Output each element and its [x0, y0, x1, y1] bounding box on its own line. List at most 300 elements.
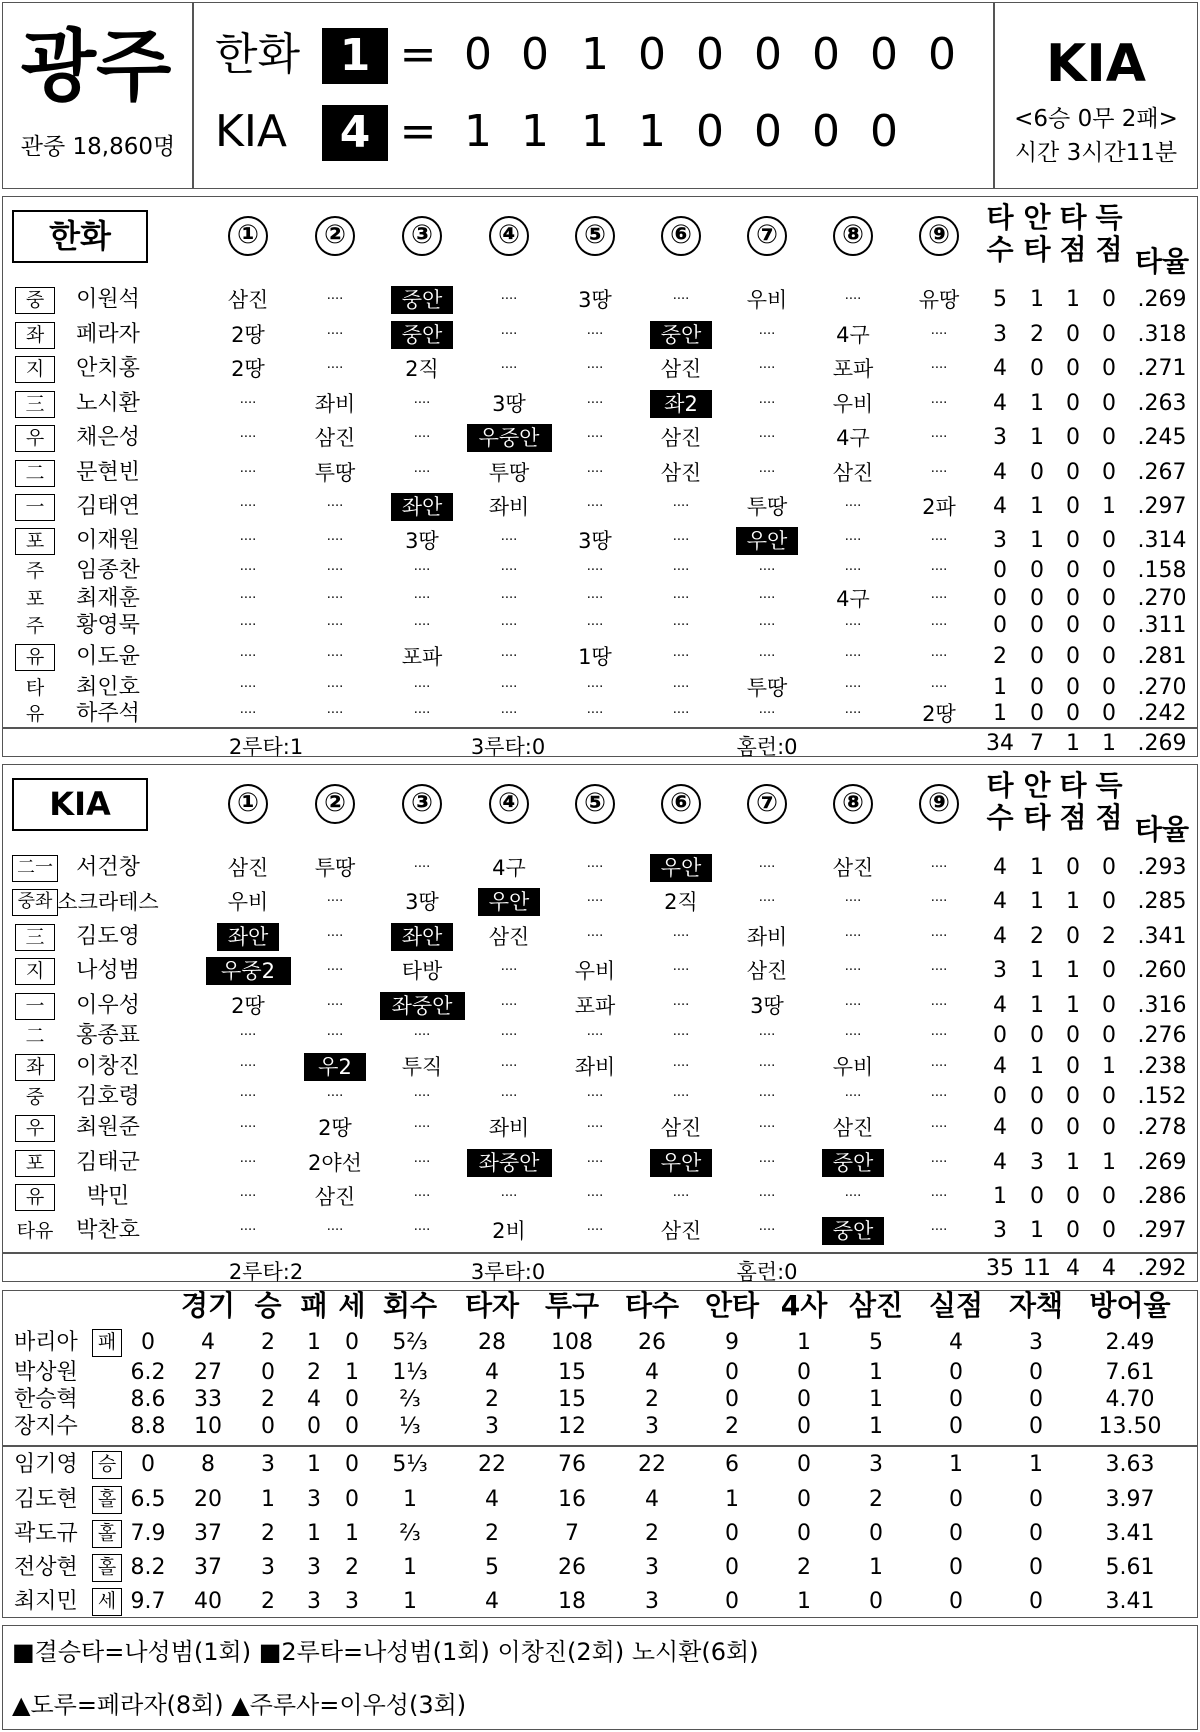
stat-header: 점 — [1095, 233, 1123, 266]
pitching-stat: 9 — [725, 1330, 739, 1355]
at-bat-result: ···· — [672, 1028, 690, 1043]
player-stat: 0 — [1066, 356, 1080, 381]
pitching-stat: 4.70 — [1105, 1387, 1155, 1412]
pitching-stat: 1 — [307, 1452, 321, 1477]
player-stat: 1 — [1066, 1150, 1080, 1175]
pitching-stat: 6 — [725, 1452, 739, 1477]
pitching-stat: 3 — [345, 1589, 359, 1614]
pitching-stat: 3 — [1029, 1330, 1043, 1355]
at-bat-result: ···· — [844, 680, 862, 695]
pitching-header: 실점 — [928, 1289, 984, 1322]
pitching-stat: 0 — [949, 1589, 963, 1614]
at-bat-result: ···· — [586, 706, 604, 721]
player-stat: 0 — [1066, 1184, 1080, 1209]
pitching-stat: 2 — [307, 1360, 321, 1385]
pitching-stat: 2 — [485, 1387, 499, 1412]
at-bat-result: ···· — [844, 929, 862, 944]
player-stat: 1 — [1030, 287, 1044, 312]
note-line: ■결승타=나성범(1회) ■2루타=나성범(1회) 이창진(2회) 노시환(6회) — [12, 1638, 759, 1666]
decision-badge: 홀 — [92, 1554, 122, 1582]
pitching-stat: 1 — [307, 1330, 321, 1355]
record: <6승 0무 2패> — [1014, 106, 1178, 132]
player-stat: 5 — [993, 287, 1007, 312]
footer-divider — [2, 727, 1198, 729]
at-bat-result: ···· — [844, 533, 862, 548]
at-bat-result: ···· — [326, 706, 344, 721]
pitching-stat: 1 — [797, 1330, 811, 1355]
inning-header: ⑤ — [575, 784, 615, 824]
at-bat-result: 2파 — [922, 495, 956, 519]
total-stat: 4 — [1066, 1256, 1080, 1281]
at-bat-result: ···· — [239, 1189, 257, 1204]
at-bat-result: ···· — [930, 1028, 948, 1043]
pitching-stat: 0 — [797, 1452, 811, 1477]
at-bat-result: ···· — [586, 465, 604, 480]
hit-result: 좌중안 — [467, 1149, 552, 1177]
entry-inning: 0 — [141, 1452, 155, 1477]
player-stat: 0 — [1066, 924, 1080, 949]
pitching-header: 패 — [300, 1289, 328, 1322]
at-bat-result: ···· — [413, 563, 431, 578]
pitching-stat: 4 — [485, 1487, 499, 1512]
position-badge: 좌 — [15, 1054, 55, 1081]
at-bat-result: 2땅 — [231, 323, 265, 347]
pitching-stat: 1 — [345, 1360, 359, 1385]
player-stat: 3 — [993, 322, 1007, 347]
at-bat-result: ···· — [239, 1155, 257, 1170]
at-bat-result: ···· — [672, 963, 690, 978]
player-stat: 0 — [1066, 391, 1080, 416]
at-bat-result: ···· — [326, 929, 344, 944]
at-bat-result: ···· — [239, 465, 257, 480]
at-bat-result: ···· — [413, 618, 431, 633]
pitching-stat: 0 — [345, 1452, 359, 1477]
stat-header: 점 — [1059, 801, 1087, 834]
position-badge: 포 — [15, 528, 55, 555]
pitching-divider — [2, 1445, 1198, 1447]
pitching-stat: 0 — [949, 1521, 963, 1546]
player-name: 김도영 — [76, 924, 140, 949]
pitching-stat: 0 — [725, 1555, 739, 1580]
pitching-stat: 4 — [485, 1360, 499, 1385]
winner: KIA — [1046, 34, 1146, 94]
player-stat: 1 — [1102, 1054, 1116, 1079]
at-bat-result: ···· — [844, 292, 862, 307]
player-stat: .293 — [1137, 855, 1187, 880]
at-bat-result: ···· — [930, 963, 948, 978]
at-bat-result: ···· — [586, 860, 604, 875]
inning-score: 1 — [581, 29, 609, 80]
at-bat-result: ···· — [500, 533, 518, 548]
player-stat: 0 — [1066, 613, 1080, 638]
pitching-stat: 22 — [478, 1452, 506, 1477]
total-stat: 11 — [1023, 1256, 1051, 1281]
at-bat-result: ···· — [844, 706, 862, 721]
player-name: 나성범 — [76, 958, 140, 983]
player-name: 하주석 — [76, 701, 140, 726]
inning-header: ④ — [489, 784, 529, 824]
at-bat-result: ···· — [930, 1059, 948, 1074]
at-bat-result: ···· — [844, 1189, 862, 1204]
at-bat-result: ···· — [672, 591, 690, 606]
player-stat: 0 — [1066, 558, 1080, 583]
at-bat-result: ···· — [586, 1120, 604, 1135]
entry-inning: 8.8 — [130, 1414, 166, 1439]
home-runs: 홈런:0 — [736, 735, 798, 759]
pitching-stat: 15 — [558, 1360, 586, 1385]
total-stat: .269 — [1137, 731, 1187, 756]
at-bat-result: ···· — [500, 563, 518, 578]
player-stat: 0 — [1066, 855, 1080, 880]
player-stat: 1 — [1030, 391, 1044, 416]
position-badge: 三 — [15, 391, 55, 418]
pitching-stat: 0 — [949, 1555, 963, 1580]
player-stat: 0 — [1102, 356, 1116, 381]
player-stat: 0 — [993, 1023, 1007, 1048]
at-bat-result: ···· — [239, 706, 257, 721]
pitching-stat: 33 — [194, 1387, 222, 1412]
avg-header: 타율 — [1134, 813, 1190, 846]
at-bat-result: 삼진 — [832, 461, 874, 485]
pitching-stat: 0 — [949, 1360, 963, 1385]
inning-header: ⑦ — [747, 784, 787, 824]
pitching-stat: 76 — [558, 1452, 586, 1477]
pitching-stat: 5⅓ — [392, 1452, 428, 1477]
player-stat: 0 — [1066, 322, 1080, 347]
pitching-stat: 1 — [403, 1589, 417, 1614]
pitching-stat: 3 — [261, 1452, 275, 1477]
at-bat-result: ···· — [672, 618, 690, 633]
stat-header: 타 — [986, 201, 1014, 234]
at-bat-result: 우비 — [832, 392, 874, 416]
pitching-stat: 37 — [194, 1555, 222, 1580]
pitching-stat: ⅓ — [399, 1414, 421, 1439]
at-bat-result: ···· — [930, 929, 948, 944]
at-bat-result: 3땅 — [405, 529, 439, 553]
at-bat-result: ···· — [326, 1223, 344, 1238]
pitching-stat: 0 — [261, 1360, 275, 1385]
pitching-stat: 40 — [194, 1589, 222, 1614]
at-bat-result: ···· — [586, 591, 604, 606]
player-stat: .271 — [1137, 356, 1187, 381]
stat-header: 안 — [1023, 201, 1051, 234]
inning-header: ⑨ — [919, 216, 959, 256]
position: 二 — [25, 1025, 45, 1047]
pitching-stat: 1 — [869, 1387, 883, 1412]
at-bat-result: 4구 — [492, 856, 526, 880]
player-stat: 0 — [1030, 1084, 1044, 1109]
pitching-stat: 16 — [558, 1487, 586, 1512]
pitcher-name: 임기영 — [14, 1452, 78, 1477]
at-bat-result: ···· — [930, 1120, 948, 1135]
at-bat-result: 삼진 — [660, 426, 702, 450]
pitching-stat: 28 — [478, 1330, 506, 1355]
pitching-stat: 1 — [403, 1487, 417, 1512]
player-stat: 3 — [993, 528, 1007, 553]
player-stat: 0 — [1066, 1054, 1080, 1079]
position: 중 — [25, 1086, 45, 1108]
pitching-stat: 108 — [551, 1330, 593, 1355]
at-bat-result: ···· — [930, 533, 948, 548]
player-stat: 4 — [993, 1115, 1007, 1140]
pitching-stat: 0 — [1029, 1487, 1043, 1512]
stat-header: 타 — [1023, 801, 1051, 834]
at-bat-result: ···· — [586, 361, 604, 376]
pitching-stat: 0 — [345, 1330, 359, 1355]
player-stat: .152 — [1137, 1084, 1187, 1109]
at-bat-result: ···· — [844, 618, 862, 633]
pitching-stat: 3 — [307, 1555, 321, 1580]
venue: 광주 — [20, 22, 172, 112]
player-stat: 3 — [1030, 1150, 1044, 1175]
pitching-stat: 12 — [558, 1414, 586, 1439]
at-bat-result: 삼진 — [314, 1185, 356, 1209]
pitching-stat: 1 — [949, 1452, 963, 1477]
player-stat: 0 — [1030, 675, 1044, 700]
hit-result: 중안 — [391, 321, 453, 349]
at-bat-result: ···· — [758, 1189, 776, 1204]
player-stat: 0 — [1066, 1218, 1080, 1243]
pitching-stat: 3 — [485, 1414, 499, 1439]
player-stat: 2 — [993, 644, 1007, 669]
position-badge: 유 — [15, 644, 55, 671]
inning-header: ② — [315, 216, 355, 256]
pitching-stat: 3 — [261, 1555, 275, 1580]
pitching-stat: 0 — [307, 1414, 321, 1439]
at-bat-result: ···· — [930, 563, 948, 578]
player-stat: 0 — [1102, 613, 1116, 638]
pitching-stat: ⅔ — [399, 1387, 421, 1412]
stat-header: 타 — [1059, 769, 1087, 802]
inning-score: 0 — [928, 29, 956, 80]
at-bat-result: ···· — [758, 1089, 776, 1104]
player-name: 박민 — [86, 1184, 130, 1209]
pitching-stat: 4 — [645, 1487, 659, 1512]
pitching-stat: 4 — [307, 1387, 321, 1412]
at-bat-result: ···· — [500, 649, 518, 664]
player-stat: .285 — [1137, 889, 1187, 914]
player-stat: 0 — [1030, 356, 1044, 381]
triples: 3루타:0 — [470, 1260, 546, 1284]
at-bat-result: ···· — [758, 327, 776, 342]
footer-divider — [2, 1252, 1198, 1254]
player-stat: .267 — [1137, 460, 1187, 485]
inning-score: 0 — [870, 106, 898, 157]
at-bat-result: ···· — [586, 1028, 604, 1043]
player-stat: .278 — [1137, 1115, 1187, 1140]
at-bat-result: ···· — [758, 1120, 776, 1135]
player-stat: 1 — [1066, 287, 1080, 312]
pitching-header: 투구 — [544, 1289, 600, 1322]
inning-header: ⑤ — [575, 216, 615, 256]
pitcher-name: 장지수 — [14, 1414, 78, 1439]
player-stat: 0 — [1066, 1084, 1080, 1109]
player-stat: 4 — [993, 1150, 1007, 1175]
player-stat: .318 — [1137, 322, 1187, 347]
at-bat-result: ···· — [239, 1120, 257, 1135]
inning-score: 1 — [521, 106, 549, 157]
inning-score: 0 — [812, 29, 840, 80]
player-stat: 1 — [993, 675, 1007, 700]
position-badge: 중 — [15, 287, 55, 314]
player-name: 서건창 — [76, 855, 140, 880]
inning-score: 1 — [638, 106, 666, 157]
position-badge: 一 — [15, 993, 55, 1020]
pitching-stat: 1 — [869, 1414, 883, 1439]
player-stat: 1 — [1066, 958, 1080, 983]
pitching-stat: 0 — [1029, 1589, 1043, 1614]
at-bat-result: 삼진 — [832, 1116, 874, 1140]
player-stat: 0 — [1102, 425, 1116, 450]
doubles: 2루타:1 — [228, 735, 304, 759]
pitching-stat: 0 — [1029, 1555, 1043, 1580]
pitching-stat: 0 — [869, 1521, 883, 1546]
at-bat-result: 삼진 — [227, 856, 269, 880]
player-stat: 0 — [1030, 1184, 1044, 1209]
at-bat-result: ···· — [239, 1059, 257, 1074]
position-badge: 지 — [15, 356, 55, 383]
position-badge: 一 — [15, 494, 55, 521]
hit-result: 중안 — [391, 286, 453, 314]
player-name: 최인호 — [76, 675, 140, 700]
at-bat-result: ···· — [930, 1155, 948, 1170]
at-bat-result: ···· — [930, 465, 948, 480]
hit-result: 우2 — [304, 1053, 366, 1081]
position-badge: 우 — [15, 425, 55, 452]
inning-header: ⑦ — [747, 216, 787, 256]
pitching-frame — [2, 1290, 1198, 1618]
total-stat: 7 — [1030, 731, 1044, 756]
hit-result: 우안 — [736, 527, 798, 555]
player-stat: .281 — [1137, 644, 1187, 669]
game-time: 시간 3시간11분 — [1014, 140, 1178, 166]
at-bat-result: 좌비 — [488, 1116, 530, 1140]
at-bat-result: ···· — [930, 680, 948, 695]
at-bat-result: ···· — [672, 533, 690, 548]
at-bat-result: 좌비 — [314, 392, 356, 416]
player-stat: 1 — [1030, 494, 1044, 519]
position-badge: 좌 — [15, 322, 55, 349]
pitching-stat: 0 — [797, 1387, 811, 1412]
hit-result: 우중안 — [467, 424, 552, 452]
player-stat: 2 — [1102, 924, 1116, 949]
player-stat: 0 — [1102, 958, 1116, 983]
at-bat-result: ···· — [500, 1089, 518, 1104]
at-bat-result: ···· — [239, 1028, 257, 1043]
inning-score: 0 — [464, 29, 492, 80]
position: 유 — [25, 703, 45, 725]
at-bat-result: 우비 — [574, 959, 616, 983]
player-stat: 0 — [1030, 613, 1044, 638]
at-bat-result: ···· — [239, 1089, 257, 1104]
inning-score: 0 — [696, 29, 724, 80]
at-bat-result: ···· — [239, 430, 257, 445]
at-bat-result: ···· — [239, 618, 257, 633]
inning-score: 0 — [754, 29, 782, 80]
at-bat-result: ···· — [844, 1028, 862, 1043]
hit-result: 우중2 — [206, 957, 291, 985]
at-bat-result: ···· — [586, 680, 604, 695]
at-bat-result: ···· — [413, 1089, 431, 1104]
at-bat-result: 삼진 — [314, 426, 356, 450]
at-bat-result: ···· — [326, 563, 344, 578]
pitching-header: 4사 — [780, 1289, 828, 1322]
at-bat-result: ···· — [326, 1028, 344, 1043]
at-bat-result: 2직 — [405, 357, 439, 381]
player-name: 최원준 — [76, 1115, 140, 1140]
player-stat: 1 — [1066, 993, 1080, 1018]
at-bat-result: 삼진 — [660, 357, 702, 381]
at-bat-result: ···· — [672, 1059, 690, 1074]
player-name: 홍종표 — [76, 1023, 140, 1048]
at-bat-result: ···· — [758, 894, 776, 909]
at-bat-result: ···· — [500, 998, 518, 1013]
entry-inning: 6.2 — [130, 1360, 166, 1385]
hit-result: 좌안 — [391, 923, 453, 951]
player-stat: 1 — [1030, 889, 1044, 914]
pitching-stat: 0 — [725, 1521, 739, 1546]
pitcher-name: 바리아 — [14, 1330, 78, 1355]
pitching-stat: 26 — [558, 1555, 586, 1580]
at-bat-result: ···· — [844, 649, 862, 664]
pitching-stat: 0 — [725, 1360, 739, 1385]
at-bat-result: ···· — [758, 1028, 776, 1043]
player-name: 최재훈 — [76, 586, 140, 611]
at-bat-result: ···· — [930, 1089, 948, 1104]
player-stat: 4 — [993, 494, 1007, 519]
at-bat-result: 2직 — [664, 890, 698, 914]
at-bat-result: 2비 — [492, 1219, 526, 1243]
inning-header: ⑨ — [919, 784, 959, 824]
at-bat-result: ···· — [930, 998, 948, 1013]
at-bat-result: ···· — [586, 894, 604, 909]
at-bat-result: ···· — [758, 591, 776, 606]
at-bat-result: 투직 — [401, 1055, 443, 1079]
player-stat: 0 — [993, 613, 1007, 638]
pitching-header: 타자 — [464, 1289, 520, 1322]
pitching-stat: 7 — [565, 1521, 579, 1546]
team-label: 한화 — [12, 210, 148, 263]
at-bat-result: ···· — [758, 396, 776, 411]
player-stat: 0 — [1102, 391, 1116, 416]
at-bat-result: ···· — [930, 430, 948, 445]
at-bat-result: ···· — [672, 1189, 690, 1204]
inning-score: 0 — [754, 106, 782, 157]
at-bat-result: 투땅 — [746, 676, 788, 700]
at-bat-result: ···· — [326, 649, 344, 664]
player-stat: 0 — [1102, 460, 1116, 485]
player-name: 이도윤 — [76, 644, 140, 669]
position-badge: 중좌 — [12, 889, 58, 916]
position: 주 — [25, 560, 45, 582]
pitching-header: 안타 — [704, 1289, 760, 1322]
at-bat-result: 삼진 — [488, 925, 530, 949]
hit-result: 좌2 — [650, 390, 712, 418]
at-bat-result: ···· — [672, 929, 690, 944]
player-stat: 0 — [1102, 1184, 1116, 1209]
player-name: 김태연 — [76, 494, 140, 519]
at-bat-result: ···· — [500, 1028, 518, 1043]
hit-result: 좌안 — [217, 923, 279, 951]
pitching-stat: 4 — [645, 1360, 659, 1385]
at-bat-result: ···· — [500, 1059, 518, 1074]
player-stat: 0 — [1102, 1115, 1116, 1140]
at-bat-result: ···· — [930, 860, 948, 875]
entry-inning: 6.5 — [130, 1487, 166, 1512]
pitching-stat: 5⅔ — [392, 1330, 428, 1355]
pitching-stat: 2 — [725, 1414, 739, 1439]
player-stat: .269 — [1137, 287, 1187, 312]
